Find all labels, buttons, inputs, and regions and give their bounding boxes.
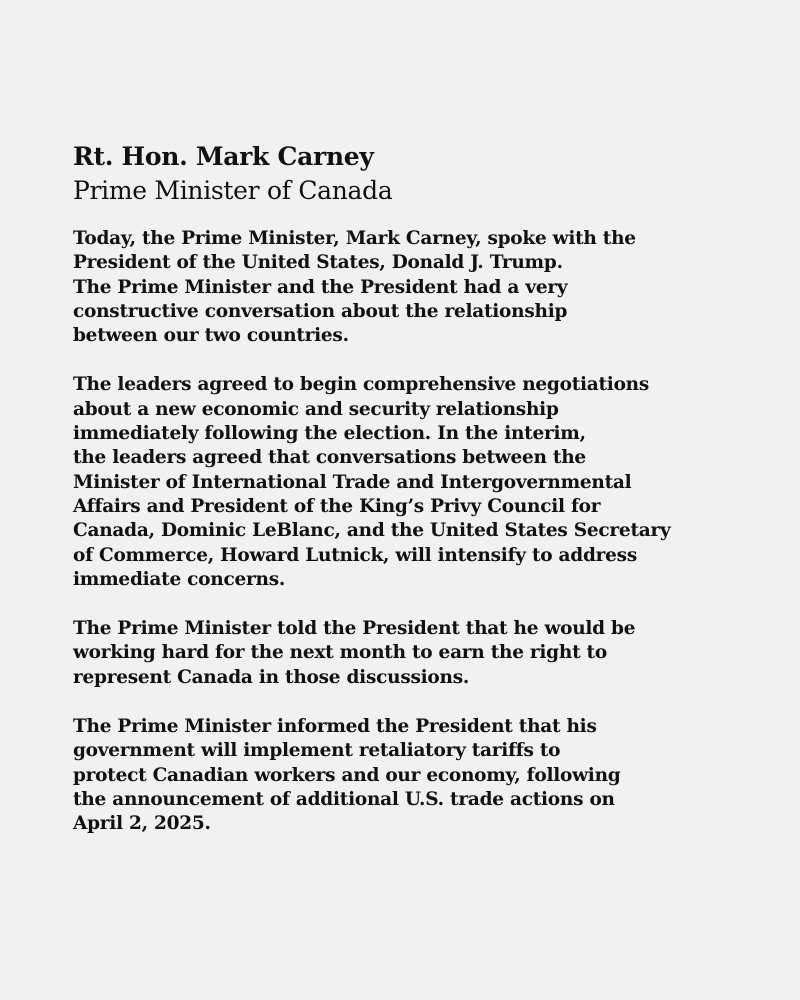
statement-paragraph-2: The leaders agreed to begin comprehensive negotiations about a new economic and security relationship immediately following the election. In the interim, the leaders agreed that conversations between the Minister of International Trade and Intergovernmental Affairs and President of the King’s Privy Council for Canada, Dominic LeBlanc, and the United States Secretary of Commerce, Howard Lutnick, will intensify to address immediate concerns. (73, 374, 671, 590)
statement-document (73, 140, 733, 862)
author-title: Prime Minister of Canada (73, 176, 393, 205)
statement-paragraph-3: The Prime Minister told the President that he would be working hard for the next month to earn the right to represent Canada in those discussions. (73, 618, 636, 688)
statement-paragraph-4: The Prime Minister informed the President that his government will implement retaliatory tariffs to protect Canadian workers and our economy, following the announcement of additional U.S. trade actions on April 2, 2025. (73, 716, 621, 835)
statement-paragraph-1: Today, the Prime Minister, Mark Carney, spoke with the President of the United States, Donald J. Trump. The Prime Minister and the President had a very constructive conversation about the relationship between our two countries. (73, 228, 636, 347)
author-name: Rt. Hon. Mark Carney (73, 142, 374, 171)
